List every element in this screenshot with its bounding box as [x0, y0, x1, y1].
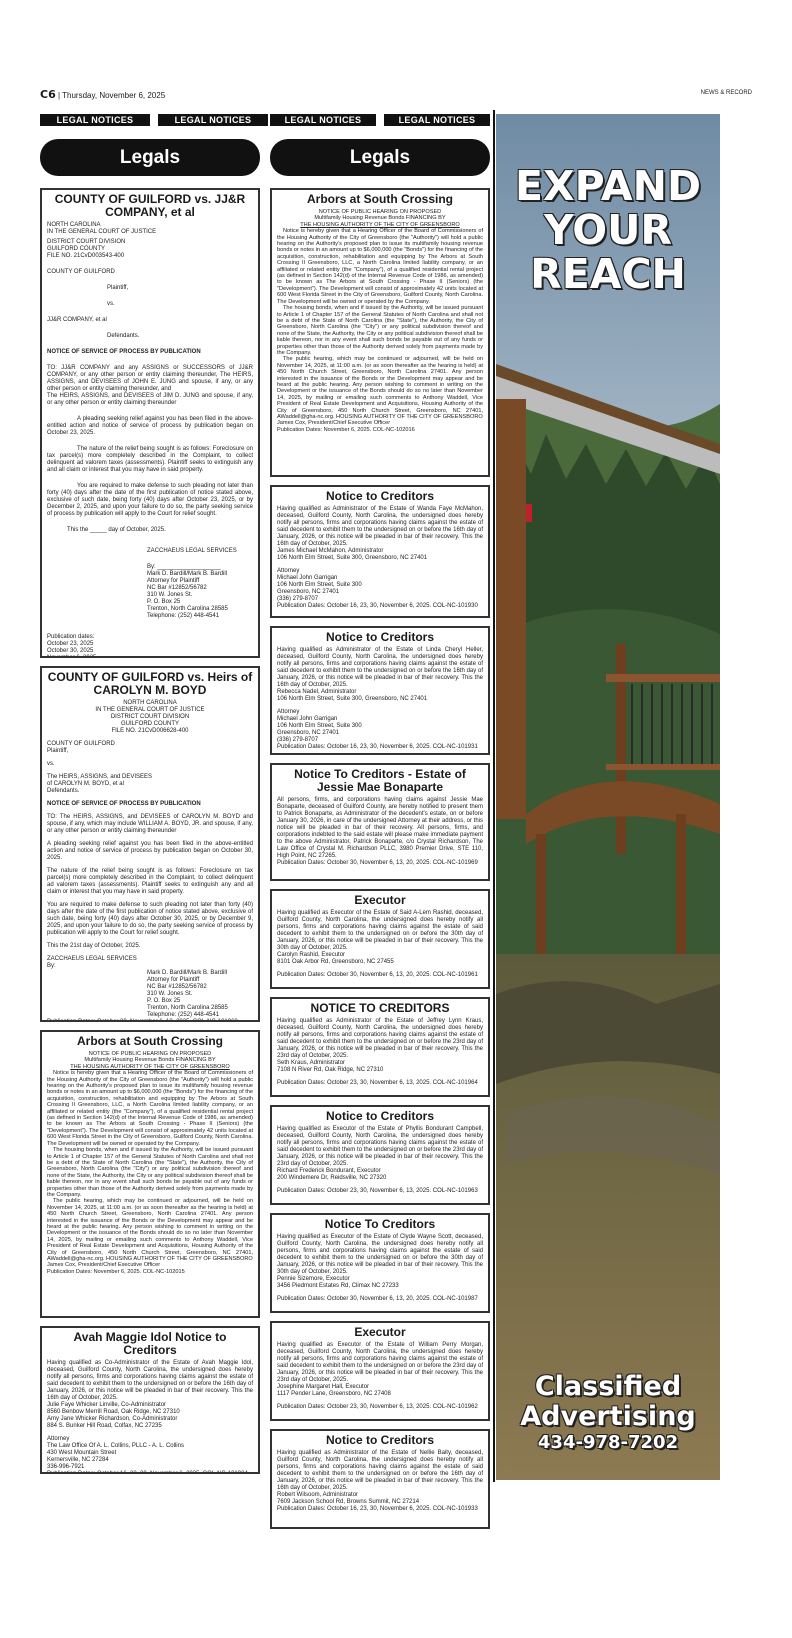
notice-line: Having qualified as Executor of the Estate of Said A-Lem Rashid, deceased, Guilford County, North Carolina, the undersigned does hereby notify all persons, firms and corporations having claims against the estate of said decedent to exhibit them to the undersigned on or before the 30th day of January, 2026, or this notice will be pleaded in bar of their recovery. This the 30th day of October, 2025.	[277, 910, 483, 951]
notice-line: NOTICE OF PUBLIC HEARING ON PROPOSED	[88, 1051, 212, 1057]
legal-notice	[270, 1429, 490, 1529]
column-middle	[270, 188, 490, 1537]
notice-line: Michael John Garrigan	[277, 716, 338, 722]
notice-line: IN THE GENERAL COURT OF JUSTICE	[47, 229, 157, 235]
notice-line: P. O. Box 25	[147, 998, 181, 1004]
ad-artwork	[496, 114, 720, 1480]
notice-line: GUILFORD COUNTY	[120, 721, 179, 727]
notice-line: FILE NO. 21CvD003543-400	[47, 253, 125, 259]
legal-notice	[270, 188, 490, 477]
notice-line: 200 Windemere Dr, Reidsville, NC 27320	[277, 1175, 387, 1181]
newspaper-name: NEWS & RECORD	[700, 90, 752, 96]
section-banner: Legals	[270, 139, 490, 176]
notice-title: Executor	[354, 1325, 406, 1339]
notice-line: Publication dates:	[47, 634, 95, 640]
notice-line: Attorney	[277, 568, 300, 574]
notice-line: Having qualified as Administrator of the Estate of Linda Cheryl Heller, deceased, Guilford County, North Carolina, the undersigned does hereby notify all persons, firms and corporations having claims against the estate of said decedent to exhibit them to the undersigned on or before the 16th day of January, 2026, or this notice will be pleaded in bar of their recovery. This the 16th day of October, 2025.	[277, 647, 483, 688]
notice-line: The HEIRS, ASSIGNS, and DEVISEES of JIM D. JUNG and spouse, if any, or any other person or entity claiming thereunder	[47, 393, 253, 406]
notice-line: Trenton, North Carolina 28585	[147, 606, 228, 612]
legal-notice	[270, 1321, 490, 1421]
notice-line: A pleading seeking relief against you has been filed in the above-entitled action and notice of service of process by publication began on October 23, 2025.	[47, 416, 253, 436]
notice-line: James Michael McMahon, Administrator	[277, 548, 384, 554]
notice-line: Telephone: (252) 448-4541	[147, 1012, 220, 1018]
notice-line: 884 S. Bunker Hill Road, Colfax, NC 27235	[47, 1423, 162, 1429]
publication-dates: Publication Dates: October 30, November 6, 13, 20, 2025. COL-NC-101969	[277, 860, 478, 866]
notice-line: Multifamily Housing Revenue Bonds FINANCING BY	[84, 1057, 216, 1064]
notice-line: James Cox, President/Chief Executive Officer	[47, 1262, 161, 1269]
publication-dates: Publication Dates: October 23, 30, November 6, 13, 2025. COL-NC-101964	[277, 1080, 478, 1086]
notice-line: The public hearing, which may be continued or adjourned, will be held on November 14, 2025, at 11:00 a.m. (or as soon thereafter as the hearing is held) at 450 North Church Street, Greensboro, North Carolina 27401. Any person interested in the issuance of the Bonds or the Development may appear and be heard at the public hearing. Any person wishing to comment in writing on the Development or the issuance of the Bonds should do so no later than November 14, 2025, by mailing or emailing such comments to Anthony Waddell, Vice President of Real Estate Development and Acquisitions, Housing Authority of the City of Greensboro, 450 North Church Street, Greensboro, NC 27401, AWaddell@gha-nc.org. HOUSING AUTHORITY OF THE CITY OF GREENSBORO	[47, 1198, 253, 1262]
notice-title: Arbors at South Crossing	[306, 192, 453, 206]
notice-line: James Cox, President/Chief Executive Officer	[277, 420, 391, 427]
legal-notice	[270, 626, 490, 755]
notice-line: Defendants.	[47, 788, 80, 794]
ad-headline-line: REACH	[530, 250, 686, 298]
notice-line: This the _____ day of October, 2025.	[67, 527, 166, 533]
notice-line: THE HOUSING AUTHORITY OF THE CITY OF GREENSBORO	[70, 1063, 230, 1070]
notice-line: TO: JJ&R COMPANY and any ASSIGNS or SUCCESSORS of JJ&R COMPANY, or any other person or entity claiming thereunder, The HEIRS, ASSIGNS, and DEVISEES of JOHN E. JUNG and spouse, if any, or any other person or entity claiming thereunder, and	[47, 365, 253, 392]
notice-line: 310 W. Jones St.	[147, 592, 193, 598]
notice-line: 8560 Benbow Merrill Road, Oak Ridge, NC 27310	[47, 1409, 180, 1415]
notice-line: Attorney for Plaintiff	[147, 578, 200, 584]
notice-line: Attorney for Plaintiff	[147, 977, 200, 983]
notice-line: 106 North Elm Street, Suite 300, Greensboro, NC 27401	[277, 696, 428, 702]
notice-line: IN THE GENERAL COURT OF JUSTICE	[95, 707, 205, 713]
notice-line: You are required to make defense to such pleading not later than forty (40) days after the date of the first publication of notice stated above, exclusive of such date, being forty (40) days after October 30, 2025, or by December 9, 2025, and upon your failure to do so, the party seeking service of process by publication will apply to the Court for relief sought.	[47, 902, 253, 936]
notice-line: By:	[47, 963, 56, 969]
notice-line: Attorney	[47, 1436, 70, 1442]
ad-headline-line: EXPAND	[515, 162, 701, 210]
publication-dates: Publication Dates: October 23, 30, November 6, 13, 2025. COL-NC-101963	[277, 1188, 478, 1194]
notice-line: 310 W. Jones St.	[147, 991, 193, 997]
ad-phone-number: 434-978-7202	[537, 1432, 679, 1453]
notice-line: October 30, 2025	[47, 648, 94, 654]
ad-footer	[496, 1372, 720, 1454]
notice-line: (336) 279-8707	[277, 596, 319, 602]
notice-line: NOTICE OF PUBLIC HEARING ON PROPOSED	[318, 209, 442, 215]
notice-line: Julie Faye Whicker Linville, Co-Administrator	[47, 1402, 167, 1408]
notice-line: A pleading seeking relief against you has been filed in the above-entitled action and notice of service of process by publication began on October 30, 2025.	[47, 841, 253, 861]
legal-notices-tab: LEGAL NOTICES	[384, 114, 490, 126]
notice-line: Greensboro, NC 27401	[277, 589, 340, 595]
notice-line: Robert Wilsoom, Administrator	[277, 1492, 359, 1498]
notice-line: 8101 Oak Arbor Rd, Greensboro, NC 27455	[277, 959, 394, 965]
legal-notice	[270, 1213, 490, 1313]
notice-line: Trenton, North Carolina 28585	[147, 1005, 228, 1011]
notice-line: GUILFORD COUNTY	[47, 246, 106, 252]
column-divider	[493, 110, 495, 1482]
notice-title: COUNTY OF GUILFORD vs. Heirs of CAROLYN M. BOYD	[47, 670, 253, 697]
section-tabs-right	[270, 114, 490, 126]
notice-line: Greensboro, NC 27401	[277, 730, 340, 736]
notice-line: By: ___________________	[147, 564, 221, 570]
notice-line: Having qualified as Co-Administrator of the Estate of Avah Maggie Idol, deceased, Guilford County, North Carolina, the undersigned does hereby notify all persons, firms and corporations having claims against the estate of said decedent to exhibit them to the undersigned on or before the 16th day of January, 2026, or this notice will be pleaded in bar of their recovery. This the 16th day of October, 2025.	[47, 1360, 253, 1401]
issue-date: Thursday, November 6, 2025	[62, 91, 166, 100]
legal-notice	[270, 1105, 490, 1205]
notice-title: Notice To Creditors - Estate of Jessie Mae Bonaparte	[294, 767, 466, 794]
page-header	[40, 88, 752, 102]
notice-line: Josephine Margaret Hall, Executor	[277, 1384, 370, 1390]
publication-dates: Publication Dates: November 6, 2025. COL-NC-102016	[277, 426, 415, 433]
notice-line: The public hearing, which may be continued or adjourned, will be held on November 14, 2025, at 11:00 a.m. (or as soon thereafter as the hearing is held) at 450 North Church Street, Greensboro, North Carolina 27401. Any person interested in the issuance of the Bonds or the Development may appear and be heard at the public hearing. Any person wishing to comment in writing on the Development or the issuance of the Bonds should do so no later than November 14, 2025, by mailing or emailing such comments to Anthony Waddell, Vice President of Real Estate Development and Acquisitions, Housing Authority of the City of Greensboro, 450 North Church Street, Greensboro, NC 27401, AWaddell@gha-nc.org. HOUSING AUTHORITY OF THE CITY OF GREENSBORO	[277, 356, 483, 420]
column-left	[40, 188, 260, 1482]
notice-line: Mark D. Bardill/Mark B. Bardill	[147, 571, 228, 577]
notice-line: 430 West Mountain Street	[47, 1450, 117, 1456]
header-separator: |	[57, 91, 61, 100]
legal-notice	[40, 1326, 260, 1474]
notice-line: Seth Kraus, Administrator	[277, 1060, 346, 1066]
legal-notice	[270, 763, 490, 881]
notice-title: Notice To Creditors	[324, 1217, 436, 1231]
ad-footer-line: Advertising	[520, 1401, 696, 1432]
notice-line: Having qualified as Administrator of the Estate of Jeffrey Lynn Kraus, deceased, Guilford County, North Carolina, the undersigned does hereby notify all persons, firms and corporations having claims against the estate of said decedent to exhibit them to the undersigned on or before the 23rd day of January, 2026, or this notice will be pleaded in bar of their recovery. This the 23rd day of October, 2025.	[277, 1018, 483, 1059]
notice-line: Defendants.	[107, 333, 140, 339]
legal-notice	[40, 188, 260, 658]
publication-dates: Publication Dates: October 30, November 6, 13, 20, 2025. COL-NC-101961	[277, 972, 478, 978]
legal-notice	[40, 1030, 260, 1318]
notice-line: NOTICE OF SERVICE OF PROCESS BY PUBLICATION	[47, 349, 201, 355]
notice-line: JJ&R COMPANY, et al	[47, 317, 107, 323]
notice-line: October 23, 2025	[47, 641, 94, 647]
ad-footer-line: Classified	[534, 1371, 682, 1402]
notice-line: of CAROLYN M. BOYD, et al	[47, 781, 124, 787]
page-number: C6	[40, 88, 56, 101]
notice-line: NORTH CAROLINA	[47, 222, 101, 228]
notice-line: Attorney	[277, 709, 300, 715]
notice-line: Richard Frederick Bondurant, Executor	[277, 1168, 381, 1174]
notice-line: TO: The HEIRS, ASSIGNS, and DEVISEES of CAROLYN M. BOYD and spouse, if any, which may include WILLIAM A. BOYD, JR. and spouse, if any, or any other person or entity claiming thereunder	[47, 814, 253, 834]
legal-notices-tab: LEGAL NOTICES	[270, 114, 376, 126]
notice-title: Notice to Creditors	[325, 489, 434, 503]
notice-line: All persons, firms, and corporations having claims against Jessie Mae Bonaparte, deceased of Guilford County, are hereby notified to present them to Patrick Bonaparte, as Administrator of the decedent's estate, on or before January 30, 2026, in care of the undersigned Attorney at their address, or this notice will be pleaded in bar of their recovery. All persons, firms, and corporations indebted to the said estate will please make immediate payment to the above Administrator, Patrick Bonaparte, c/o Crystal Richardson, The Law Office of Crystal M. Richardson PLLC, 3980 Premier Drive, STE 110, High Point, NC 27265.	[277, 797, 483, 859]
notice-line: Notice is hereby given that a Hearing Officer of the Board of Commissioners of the Housing Authority of the City of Greensboro (the "Authority") will hold a public hearing on the Authority's proposed plan to issue its multifamily housing revenue bonds or notes in an amount up to $6,000,000 (the "Bonds") for the financing of the acquisition, construction, rehabilitation and equipping by The Arbors at South Crossing II Greensboro, LLC, a North Carolina limited liability company, or an affiliated or related entity (the "Company"), of a qualified residential rental project (as defined in Section 142(d) of the Internal Revenue Code of 1986, as amended) to be known as The Arbors at South Crossing - Phase II (Seniors) (the "Development"). The Development will consist of approximately 42 units located at 600 West Florida Street in the City of Greensboro, Guilford County, North Carolina. The Development will be owned or operated by the Company.	[47, 1070, 253, 1147]
notice-line: Having qualified as Administrator of the Estate of Wanda Faye McMahon, deceased, Guilford County, North Carolina, the undersigned does hereby notify all persons, firms and corporations having claims against the estate of said decedent to exhibit them to the undersigned on or before the 16th day of January, 2026, or this notice will be pleaded in bar of their recovery. This the 16th day of October, 2025.	[277, 506, 483, 547]
section-banner: Legals	[40, 139, 260, 176]
notice-line: Having qualified as Executor of the Estate of William Perry Morgan, deceased, Guilford County, North Carolina, the undersigned does hereby notify all persons, firms and corporations having claims against the estate of said decedent to exhibit them to the undersigned on or before the 23rd day of January, 2026, or this notice will be pleaded in bar of their recovery. This the 23rd day of October, 2025.	[277, 1342, 483, 1383]
notice-line: You are required to make defense to such pleading not later than forty (40) days after the date of the first publication of notice stated above, exclusive of such date, being forty (40) days after October 23, 2025, or by December 2, 2025, and upon your failure to do so, the party seeking service of process by publication will apply to the Court for relief sought.	[47, 483, 253, 517]
legal-notices-tab: LEGAL NOTICES	[158, 114, 268, 126]
notice-title: Executor	[354, 893, 406, 907]
notice-line: The housing bonds, when and if issued by the Authority, will be issued pursuant to Article 1 of Chapter 157 of the General Statutes of North Carolina and shall not be a debt of the State of North Carolina (the "State"), the Authority, the City of Greensboro, North Carolina (the "City") or any political subdivision thereof and none of the State, the Authority, the City or any political subdivision thereof shall be liable thereon, nor in any event shall such bonds be payable out of any funds or properties other than those of the Authority derived solely from payments made by the Company.	[277, 305, 483, 356]
notice-line: NC Bar #12852/56782	[147, 984, 207, 990]
notice-line: Mark D. Bardill/Mark B. Bardill	[147, 970, 228, 976]
notice-title: Arbors at South Crossing	[76, 1034, 223, 1048]
notice-line: Rebecca Nadel, Administrator	[277, 689, 357, 695]
notice-title: Avah Maggie Idol Notice to Creditors	[73, 1330, 227, 1357]
notice-line: The HEIRS, ASSIGNS, and DEVISEES	[47, 774, 153, 780]
notice-line: (336) 279-8707	[277, 737, 319, 743]
legal-notice	[270, 889, 490, 989]
notice-line: Plaintiff,	[107, 285, 129, 291]
notice-line: 106 North Elm Street, Suite 300	[277, 723, 362, 729]
notice-line: ZACCHAEUS LEGAL SERVICES	[147, 548, 237, 554]
notice-line: vs.	[107, 301, 115, 307]
notice-line: 7609 Jackson School Rd, Browns Summit, NC 27214	[277, 1499, 420, 1505]
publication-dates: Publication Dates: October 16, 23, 30, November 6, 2025. COL-NC-101931	[277, 744, 478, 750]
publication-dates: Publication Dates: October 30, November 6, 13, 20, 2025. COL-NC-101987	[277, 1296, 478, 1302]
notice-line: DISTRICT COURT DIVISION	[47, 239, 126, 245]
notice-line: This the 21st day of October, 2025.	[47, 943, 141, 949]
notice-line: The housing bonds, when and if issued by the Authority, will be issued pursuant to Article 1 of Chapter 157 of the General Statutes of North Carolina and shall not be a debt of the State of North Carolina (the "State"), the Authority, the City of Greensboro, North Carolina (the "City") or any political subdivision thereof and none of the State, the Authority, the City or any political subdivision thereof shall be liable thereon, nor in any event shall such bonds be payable out of any funds or properties other than those of the Authority derived solely from payments made by the Company.	[47, 1147, 253, 1198]
publication-dates: Publication Dates: October 30, November 6, 13, 2025. COL-NC-101968	[47, 1019, 238, 1022]
notice-line: Having qualified as Executor of the Estate of Phyllis Bondurant Campbell, deceased, Guilford County, North Carolina, the undersigned does hereby notify all persons, firms and corporations having claims against the estate of said decedent to exhibit them to the undersigned on or before the 23rd day of January, 2026, or this notice will be pleaded in bar of their recovery. This the 23rd day of October, 2025.	[277, 1126, 483, 1167]
notice-title: Notice to Creditors	[325, 1109, 434, 1123]
notice-line: 7108 N River Rd, Oak Ridge, NC 27310	[277, 1067, 384, 1073]
notice-line: FILE NO. 21CvD006628-400	[111, 728, 189, 734]
notice-line: DISTRICT COURT DIVISION	[110, 714, 190, 720]
notice-line: 3456 Piedmont Estates Rd, Climax NC 27233	[277, 1283, 399, 1289]
notice-line: Telephone: (252) 448-4541	[147, 613, 220, 619]
notice-line: The nature of the relief being sought is as follows: Foreclosure on tax parcel(s) more completely described in the Complaint, to collect delinquent ad valorem taxes (assessments). Plaintiff seeks to extinguish any and all claim or interest that you may have in said property.	[47, 868, 253, 895]
notice-line: Michael John Garrigan	[277, 575, 338, 581]
notice-line: COUNTY OF GUILFORD	[47, 269, 115, 275]
publication-dates: Publication Dates: October 23, 30, November 6, 13, 2025. COL-NC-101962	[277, 1404, 478, 1410]
notice-line: 336-996-7921	[47, 1464, 85, 1470]
notice-line: NORTH CAROLINA	[123, 700, 177, 706]
notice-line: Multifamily Housing Revenue Bonds FINANCING BY	[314, 215, 446, 222]
notice-line: 1117 Pender Lane, Greensboro, NC 27408	[277, 1391, 391, 1397]
notice-line: Notice is hereby given that a Hearing Officer of the Board of Commissioners of the Housing Authority of the City of Greensboro (the "Authority") will hold a public hearing on the Authority's proposed plan to issue its multifamily housing revenue bonds or notes in an amount up to $6,000,000 (the "Bonds") for the financing of the acquisition, construction, rehabilitation and equipping by The Arbors at South Crossing II Greensboro, LLC, a North Carolina limited liability company, or an affiliated or related entity (the "Company"), of a qualified residential rental project (as defined in Section 142(d) of the Internal Revenue Code of 1986, as amended) to be known as The Arbors at South Crossing - Phase II (Seniors) (the "Development"). The Development will consist of approximately 42 units located at 600 West Florida Street in the City of Greensboro, Guilford County, North Carolina. The Development will be owned or operated by the Company.	[277, 228, 483, 305]
notice-line: Amy Jane Whicker Richardson, Co-Administrator	[47, 1416, 178, 1422]
notice-line: The nature of the relief being sought is as follows: Foreclosure on tax parcel(s) more completely described in the Complaint, to collect delinquent ad valorem taxes (assessments). Plaintiff seeks to extinguish any and all claim or interest that you may have in said property.	[47, 446, 253, 473]
legal-notice	[270, 997, 490, 1097]
notice-line: NC Bar #12852/56782	[147, 585, 207, 591]
page-info	[40, 88, 165, 101]
notice-title: Notice to Creditors	[325, 1433, 434, 1447]
notice-line: Having qualified as Administrator of the Estate of Nellie Baity, deceased, Guilford County, North Carolina, the undersigned does hereby notify all persons, firms and corporations having claims against the estate of said decedent to exhibit them to the undersigned on or before the 16th day of January, 2026, or this notice will be pleaded in bar of their recovery. This the 16th day of October, 2025.	[277, 1450, 483, 1491]
ad-headline-line: YOUR	[544, 206, 672, 254]
notice-line: THE HOUSING AUTHORITY OF THE CITY OF GREENSBORO	[300, 221, 460, 228]
ad-headline	[496, 164, 720, 296]
notice-line: COUNTY OF GUILFORD	[47, 741, 115, 747]
notice-line: 106 North Elm Street, Suite 300	[277, 582, 362, 588]
notice-line: vs.	[47, 761, 55, 767]
legal-notices-tab: LEGAL NOTICES	[40, 114, 150, 126]
notice-line: November 6, 2025	[47, 655, 97, 658]
notice-line: Carolyn Rashid, Executor	[277, 952, 346, 958]
notice-title: NOTICE TO CREDITORS	[310, 1001, 450, 1015]
publication-dates: Publication Dates: October 16, 23, 30, November 6, 2025. COL-NC-101930	[277, 603, 478, 609]
notice-line: Having qualified as Executor of the Estate of Clyde Wayne Scott, deceased, Guilford County, North Carolina, the undersigned does hereby notify all persons, firms and corporations having claims against the estate of said decedent to exhibit them to the undersigned on or before the 30th day of January, 2026, or this notice will be pleaded in bar of their recovery. This the 30th day of October, 2025.	[277, 1234, 483, 1275]
publication-dates: Publication Dates: November 6, 2025. COL-NC-102015	[47, 1268, 185, 1275]
publication-dates: Publication Dates: October 16, 23, 30, November 6, 2025. COL-NC-101934	[47, 1471, 248, 1474]
notice-line: Plaintiff,	[47, 748, 69, 754]
notice-line: Kernersville, NC 27284	[47, 1457, 109, 1463]
legal-notice	[40, 666, 260, 1022]
classified-advertising-ad	[496, 114, 720, 1480]
notice-line: 106 North Elm Street, Suite 300, Greensboro, NC 27401	[277, 555, 428, 561]
notice-line: NOTICE OF SERVICE OF PROCESS BY PUBLICATION	[47, 801, 201, 807]
section-tabs-left	[40, 114, 268, 126]
publication-dates: Publication Dates: October 16, 23, 30, November 6, 2025. COL-NC-101933	[277, 1506, 478, 1512]
notice-title: Notice to Creditors	[325, 630, 434, 644]
notice-line: Pennie Sizemore, Executor	[277, 1276, 350, 1282]
notice-line: P. O. Box 25	[147, 599, 181, 605]
notice-line: ZACCHAEUS LEGAL SERVICES	[47, 956, 137, 962]
notice-line: The Law Office Of A. L. Collins, PLLC - A. L. Collins	[47, 1443, 184, 1449]
notice-title: COUNTY OF GUILFORD vs. JJ&R COMPANY, et al	[54, 192, 246, 219]
legal-notice	[270, 485, 490, 618]
